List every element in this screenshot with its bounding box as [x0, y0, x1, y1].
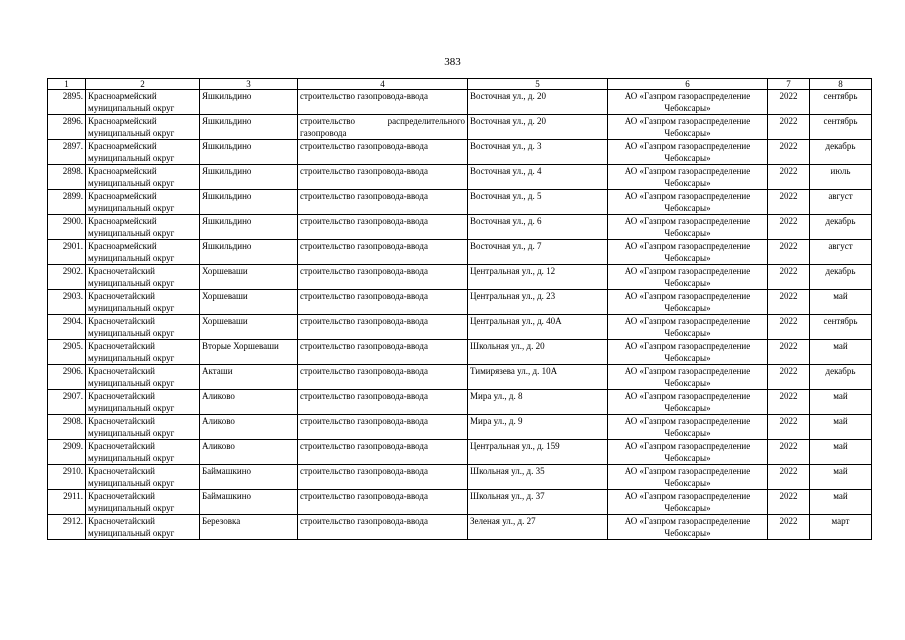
month-cell: декабрь [810, 265, 872, 290]
organization-cell: АО «Газпром газораспределение Чебоксары» [608, 140, 768, 165]
column-header: 3 [200, 79, 298, 90]
address-cell: Восточная ул., д. 6 [468, 215, 608, 240]
work-type-cell: строительство газопровода-ввода [298, 265, 468, 290]
address-cell: Центральная ул., д. 159 [468, 440, 608, 465]
address-cell: Тимирязева ул., д. 10А [468, 365, 608, 390]
settlement-cell: Яшкильдино [200, 190, 298, 215]
year-cell: 2022 [768, 140, 810, 165]
row-number-cell: 2903. [48, 290, 86, 315]
work-type-cell: строительство газопровода-ввода [298, 515, 468, 540]
gas-pipeline-table [47, 78, 872, 540]
month-cell: август [810, 190, 872, 215]
row-number-cell: 2905. [48, 340, 86, 365]
row-number-cell: 2899. [48, 190, 86, 215]
row-number-cell: 2907. [48, 390, 86, 415]
row-number-cell: 2909. [48, 440, 86, 465]
work-type-cell: строительство газопровода-ввода [298, 490, 468, 515]
organization-cell: АО «Газпром газораспределение Чебоксары» [608, 115, 768, 140]
row-number-cell: 2898. [48, 165, 86, 190]
month-cell: май [810, 465, 872, 490]
district-cell: Красноармейский муниципальный округ [86, 165, 200, 190]
year-cell: 2022 [768, 90, 810, 115]
month-cell: май [810, 490, 872, 515]
work-type-cell: строительство газопровода-ввода [298, 315, 468, 340]
table-row [48, 190, 872, 215]
work-type-cell: строительство газопровода-ввода [298, 440, 468, 465]
address-cell: Восточная ул., д. 5 [468, 190, 608, 215]
month-cell: декабрь [810, 215, 872, 240]
row-number-cell: 2910. [48, 465, 86, 490]
month-cell: май [810, 390, 872, 415]
district-cell: Красноармейский муниципальный округ [86, 90, 200, 115]
year-cell: 2022 [768, 215, 810, 240]
address-cell: Мира ул., д. 8 [468, 390, 608, 415]
work-type-cell: строительство газопровода-ввода [298, 140, 468, 165]
table-row [48, 515, 872, 540]
month-cell: август [810, 240, 872, 265]
table-row [48, 140, 872, 165]
month-cell: сентябрь [810, 115, 872, 140]
settlement-cell: Яшкильдино [200, 140, 298, 165]
table-row [48, 240, 872, 265]
organization-cell: АО «Газпром газораспределение Чебоксары» [608, 240, 768, 265]
year-cell: 2022 [768, 115, 810, 140]
column-header: 2 [86, 79, 200, 90]
year-cell: 2022 [768, 290, 810, 315]
address-cell: Восточная ул., д. 4 [468, 165, 608, 190]
column-header: 8 [810, 79, 872, 90]
month-cell: сентябрь [810, 315, 872, 340]
table-row [48, 415, 872, 440]
month-cell: март [810, 515, 872, 540]
table-row [48, 290, 872, 315]
year-cell: 2022 [768, 415, 810, 440]
year-cell: 2022 [768, 265, 810, 290]
settlement-cell: Яшкильдино [200, 240, 298, 265]
address-cell: Мира ул., д. 9 [468, 415, 608, 440]
settlement-cell: Аликово [200, 440, 298, 465]
column-header: 7 [768, 79, 810, 90]
year-cell: 2022 [768, 190, 810, 215]
settlement-cell: Яшкильдино [200, 115, 298, 140]
month-cell: май [810, 290, 872, 315]
year-cell: 2022 [768, 440, 810, 465]
address-cell: Центральная ул., д. 12 [468, 265, 608, 290]
district-cell: Красночетайский муниципальный округ [86, 515, 200, 540]
district-cell: Красноармейский муниципальный округ [86, 190, 200, 215]
address-cell: Восточная ул., д. 20 [468, 90, 608, 115]
organization-cell: АО «Газпром газораспределение Чебоксары» [608, 415, 768, 440]
district-cell: Красночетайский муниципальный округ [86, 290, 200, 315]
year-cell: 2022 [768, 340, 810, 365]
address-cell: Школьная ул., д. 20 [468, 340, 608, 365]
settlement-cell: Хоршеваши [200, 290, 298, 315]
district-cell: Красноармейский муниципальный округ [86, 240, 200, 265]
address-cell: Восточная ул., д. 3 [468, 140, 608, 165]
settlement-cell: Акташи [200, 365, 298, 390]
row-number-cell: 2912. [48, 515, 86, 540]
district-cell: Красноармейский муниципальный округ [86, 115, 200, 140]
organization-cell: АО «Газпром газораспределение Чебоксары» [608, 365, 768, 390]
district-cell: Красночетайский муниципальный округ [86, 390, 200, 415]
row-number-cell: 2901. [48, 240, 86, 265]
table-row [48, 365, 872, 390]
district-cell: Красночетайский муниципальный округ [86, 490, 200, 515]
organization-cell: АО «Газпром газораспределение Чебоксары» [608, 190, 768, 215]
address-cell: Центральная ул., д. 23 [468, 290, 608, 315]
organization-cell: АО «Газпром газораспределение Чебоксары» [608, 90, 768, 115]
address-cell: Школьная ул., д. 37 [468, 490, 608, 515]
work-type-cell: строительство газопровода-ввода [298, 240, 468, 265]
settlement-cell: Вторые Хоршеваши [200, 340, 298, 365]
table-row [48, 315, 872, 340]
table-row [48, 340, 872, 365]
table-row [48, 440, 872, 465]
organization-cell: АО «Газпром газораспределение Чебоксары» [608, 290, 768, 315]
settlement-cell: Аликово [200, 390, 298, 415]
organization-cell: АО «Газпром газораспределение Чебоксары» [608, 390, 768, 415]
column-header: 4 [298, 79, 468, 90]
organization-cell: АО «Газпром газораспределение Чебоксары» [608, 490, 768, 515]
year-cell: 2022 [768, 490, 810, 515]
year-cell: 2022 [768, 465, 810, 490]
table-row [48, 490, 872, 515]
district-cell: Красночетайский муниципальный округ [86, 440, 200, 465]
work-type-cell: строительство газопровода-ввода [298, 465, 468, 490]
work-type-cell: строительство газопровода-ввода [298, 340, 468, 365]
year-cell: 2022 [768, 165, 810, 190]
table-row [48, 265, 872, 290]
district-cell: Красночетайский муниципальный округ [86, 315, 200, 340]
table-row [48, 90, 872, 115]
row-number-cell: 2911. [48, 490, 86, 515]
settlement-cell: Хоршеваши [200, 315, 298, 340]
address-cell: Зеленая ул., д. 27 [468, 515, 608, 540]
table-row [48, 390, 872, 415]
table-row [48, 115, 872, 140]
district-cell: Красноармейский муниципальный округ [86, 140, 200, 165]
organization-cell: АО «Газпром газораспределение Чебоксары» [608, 315, 768, 340]
page-number: 383 [444, 56, 461, 68]
table-row [48, 465, 872, 490]
row-number-cell: 2896. [48, 115, 86, 140]
year-cell: 2022 [768, 515, 810, 540]
column-header: 6 [608, 79, 768, 90]
work-type-cell: строительство газопровода-ввода [298, 165, 468, 190]
settlement-cell: Яшкильдино [200, 165, 298, 190]
year-cell: 2022 [768, 390, 810, 415]
settlement-cell: Хоршеваши [200, 265, 298, 290]
month-cell: декабрь [810, 365, 872, 390]
year-cell: 2022 [768, 365, 810, 390]
district-cell: Красночетайский муниципальный округ [86, 340, 200, 365]
settlement-cell: Березовка [200, 515, 298, 540]
row-number-cell: 2904. [48, 315, 86, 340]
district-cell: Красночетайский муниципальный округ [86, 465, 200, 490]
district-cell: Красночетайский муниципальный округ [86, 365, 200, 390]
row-number-cell: 2906. [48, 365, 86, 390]
row-number-cell: 2908. [48, 415, 86, 440]
organization-cell: АО «Газпром газораспределение Чебоксары» [608, 265, 768, 290]
table-row [48, 165, 872, 190]
work-type-cell: строительство газопровода-ввода [298, 390, 468, 415]
year-cell: 2022 [768, 315, 810, 340]
work-type-cell: строительство газопровода-ввода [298, 90, 468, 115]
organization-cell: АО «Газпром газораспределение Чебоксары» [608, 215, 768, 240]
month-cell: май [810, 440, 872, 465]
month-cell: июль [810, 165, 872, 190]
settlement-cell: Яшкильдино [200, 90, 298, 115]
settlement-cell: Баймашкино [200, 490, 298, 515]
row-number-cell: 2902. [48, 265, 86, 290]
district-cell: Красноармейский муниципальный округ [86, 215, 200, 240]
organization-cell: АО «Газпром газораспределение Чебоксары» [608, 515, 768, 540]
address-cell: Центральная ул., д. 40А [468, 315, 608, 340]
settlement-cell: Яшкильдино [200, 215, 298, 240]
month-cell: декабрь [810, 140, 872, 165]
month-cell: сентябрь [810, 90, 872, 115]
address-cell: Восточная ул., д. 7 [468, 240, 608, 265]
row-number-cell: 2897. [48, 140, 86, 165]
table-body [48, 90, 872, 540]
settlement-cell: Аликово [200, 415, 298, 440]
organization-cell: АО «Газпром газораспределение Чебоксары» [608, 465, 768, 490]
work-type-cell: строительство газопровода-ввода [298, 415, 468, 440]
organization-cell: АО «Газпром газораспределение Чебоксары» [608, 340, 768, 365]
table-row [48, 215, 872, 240]
month-cell: май [810, 340, 872, 365]
settlement-cell: Баймашкино [200, 465, 298, 490]
row-number-cell: 2900. [48, 215, 86, 240]
column-header: 5 [468, 79, 608, 90]
month-cell: май [810, 415, 872, 440]
work-type-cell: строительство распределительного газопровода [298, 115, 468, 140]
year-cell: 2022 [768, 240, 810, 265]
district-cell: Красночетайский муниципальный округ [86, 415, 200, 440]
organization-cell: АО «Газпром газораспределение Чебоксары» [608, 165, 768, 190]
row-number-cell: 2895. [48, 90, 86, 115]
column-header: 1 [48, 79, 86, 90]
column-number-row [48, 79, 872, 90]
organization-cell: АО «Газпром газораспределение Чебоксары» [608, 440, 768, 465]
work-type-cell: строительство газопровода-ввода [298, 215, 468, 240]
address-cell: Восточная ул., д. 20 [468, 115, 608, 140]
district-cell: Красночетайский муниципальный округ [86, 265, 200, 290]
work-type-cell: строительство газопровода-ввода [298, 365, 468, 390]
work-type-cell: строительство газопровода-ввода [298, 290, 468, 315]
address-cell: Школьная ул., д. 35 [468, 465, 608, 490]
work-type-cell: строительство газопровода-ввода [298, 190, 468, 215]
